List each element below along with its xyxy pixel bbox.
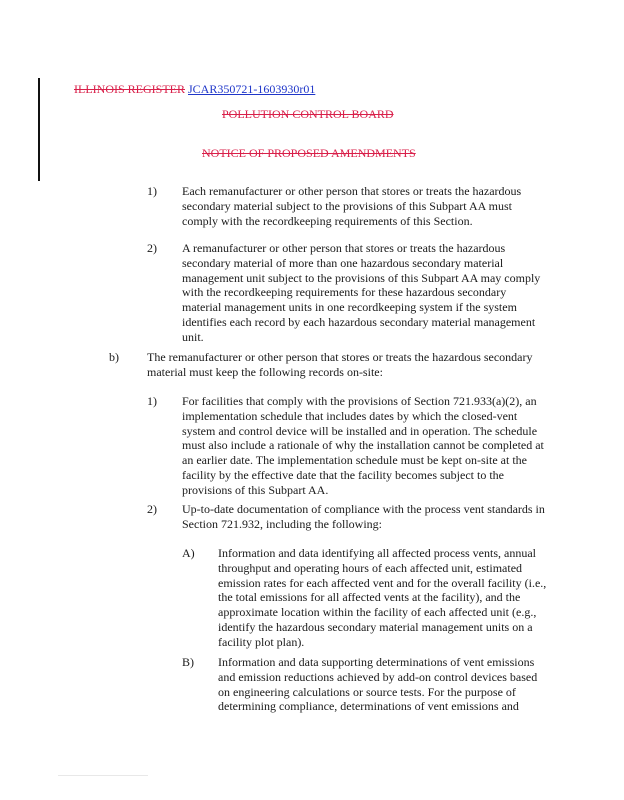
item-paragraph: Up-to-date documentation of compliance with the process vent standards in Section 721.932, including the following: — [182, 502, 545, 531]
item-number: b) — [109, 350, 119, 364]
revision-change-bar — [38, 78, 40, 181]
footer-rule — [58, 775, 148, 776]
agency-header: POLLUTION CONTROL BOARD — [222, 107, 394, 121]
notice-header: NOTICE OF PROPOSED AMENDMENTS — [202, 146, 416, 160]
item-number: B) — [182, 655, 194, 669]
item-number: 1) — [147, 394, 157, 408]
item-paragraph: For facilities that comply with the provisions of Section 721.933(a)(2), an implementation schedule that includes dates by which the closed-vent system and control device will be installed and in operation. The schedule must also include a rationale of why the installation cannot be completed at an earlier date. The implementation schedule must be kept on-site at the facility by the effective date that the facility becomes subject to the provisions of this Subpart AA. — [182, 394, 544, 497]
item-paragraph: The remanufacturer or other person that stores or treats the hazardous secondary material must keep the following records on-site: — [147, 350, 533, 379]
item-number: 2) — [147, 241, 157, 255]
item-paragraph: Each remanufacturer or other person that stores or treats the hazardous secondary material subject to the provisions of this Subpart AA must comply with the recordkeeping requirements of this Section. — [182, 184, 522, 228]
item-number: A) — [182, 546, 195, 560]
register-id-inserted: JCAR350721-1603930r01 — [188, 82, 316, 96]
item-paragraph: Information and data supporting determinations of vent emissions and emission reductions achieved by add-on control devices based on engineering calculations or source tests. For the purpose of determining compliance, determinations of vent emissions and — [218, 655, 538, 714]
register-header — [74, 82, 315, 97]
item-paragraph: Information and data identifying all affected process vents, annual throughput and operating hours of each affected unit, estimated emission rates for each affected vent and for the overall facility (i.e., the total emissions for all affected vents at the facility), and the approximate location within the facility of each affected unit (e.g., identify the hazardous secondary material management units on a facility plot plan). — [218, 546, 547, 649]
item-number: 1) — [147, 184, 157, 198]
register-label-struck: ILLINOIS REGISTER — [74, 82, 185, 96]
item-number: 2) — [147, 502, 157, 516]
item-paragraph: A remanufacturer or other person that stores or treats the hazardous secondary material of more than one hazardous secondary material management unit subject to the provisions of this Subpart AA may comply with the recordkeeping requirements for these hazardous secondary material management units in one recordkeeping system if the system identifies each record by each hazardous secondary material management unit. — [182, 241, 541, 344]
